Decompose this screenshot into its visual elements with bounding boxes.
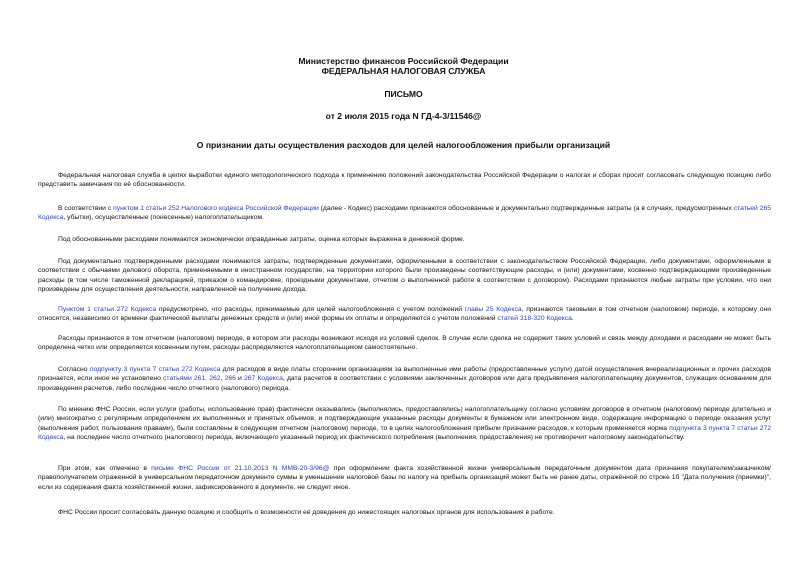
document-date-number: от 2 июля 2015 года N ГД-4-3/11546@ bbox=[325, 111, 482, 121]
text: и bbox=[235, 375, 245, 383]
link-article-267[interactable]: 267 Кодекса bbox=[244, 375, 283, 383]
paragraph-9 bbox=[38, 464, 771, 492]
link-chapter-25[interactable]: главы 25 Кодекса bbox=[464, 306, 522, 313]
link-article-272-p1[interactable]: Пунктом 1 статьи 272 Кодекса bbox=[58, 306, 157, 313]
link-article-252[interactable]: пунктом 1 статьи 252 Налогового кодекса Российской Федерации bbox=[113, 205, 319, 212]
text: Согласно bbox=[58, 366, 90, 373]
link-articles-261-262-266[interactable]: статьями 261, 262, 266 bbox=[163, 375, 236, 383]
link-fns-letter-2013[interactable]: письме ФНС России от 21.10.2013 N ММВ-20-3/96@ bbox=[151, 465, 330, 472]
paragraph-5 bbox=[38, 305, 771, 324]
text: При этом, как отмечено в bbox=[58, 465, 152, 472]
text: при оформлении факта хозяйственной жизни универсальным передаточным документом дата признания покупателем/заказчиком/правополучателем отраженной в универсальном передаточном документе суммы в уменьшение налоговой базы по налогу на прибыль организаций может быть не ранее даты, отражённой по строке 1б "Дата получения (приемки)", если из содержания факта хозяйственной жизни, зафиксированного в документе, не следует иное. bbox=[38, 465, 772, 491]
text: для расходов в виде платы сторонним организациям за выполненные ими работы (предоставленные услуги) датой осуществления внереализационных и прочих расходов признается, если иное не установлено bbox=[38, 366, 771, 383]
text: , на последнее число отчетного (налогового) периода, включающего указанный период их фактического потребления (выполнения, предоставления) не противоречит налоговому законодательству. bbox=[63, 433, 685, 441]
text: (далее - Кодекс) расходами признаются обоснованные и документально подтвержденные затраты (а в случаях, предусмотренных bbox=[318, 205, 734, 212]
paragraph-1 bbox=[38, 171, 771, 190]
text: Расходы признаются в том отчетном (налоговом) периоде, в котором эти расходы возникают исходя из условий сделок. В случае если сделка не содержит таких условий и связь между доходами и расходами не может быть определена четко или определяется косвенным путем, расходы распределяются налогоплательщиком самостоятельно. bbox=[38, 335, 771, 352]
paragraph-3 bbox=[38, 235, 771, 244]
text: ФНС России просит согласовать данную позицию и сообщить о возможности её доведения до нижестоящих налоговых органов для использования в работе. bbox=[58, 509, 555, 516]
text: Под обоснованными расходами понимаются экономически оправданные затраты, оценка которых выражена в денежной форме. bbox=[58, 236, 465, 243]
text: По мнению ФНС России, если услуги (работы, использование прав) фактически оказывались (выполнялись, предоставлялись) налогоплательщику согласно условиям договоров в отчетном (налоговом) периоде длительно и (или) многократно с регулярным определением их выполненных и принятых объемов, и подтверждающие указанные расходы документы в бумажном или электронном виде, содержащие информацию о периоде оказания услуг (выполнения работ, пользования правами), были составлены в следующем отчетном (налоговом) периоде, то в целях налогообложения прибыли признание расходов, к которым применяется норма bbox=[38, 406, 771, 432]
link-article-272-p7[interactable]: подпункту 3 пункта 7 статьи 272 Кодекса bbox=[89, 366, 221, 373]
paragraph-2 bbox=[38, 204, 771, 223]
text: . bbox=[571, 315, 574, 323]
service-name: ФЕДЕРАЛЬНАЯ НАЛОГОВАЯ СЛУЖБА bbox=[321, 66, 486, 76]
link-article-265[interactable]: статьей 265 Кодекса bbox=[38, 205, 771, 222]
text: В соответствии с bbox=[58, 205, 114, 212]
paragraph-10 bbox=[38, 508, 771, 517]
paragraph-6 bbox=[38, 334, 771, 353]
text: Федеральная налоговая служба в целях выработки единого методологического подхода к применению положений законодательства Российской Федерации о налогах и сборах просит согласовать следующую позицию либо представить замечания по её обоснованности. bbox=[38, 172, 771, 189]
text: Под документально подтвержденными расходами понимаются затраты, подтвержденные документами, оформленными в соответствии с законодательством Российской Федерации, либо документами, оформленными в соответствии с обычаями делового оборота, применяемыми в иностранном государстве, на территории которого были произведены соответствующие расходы, и (или) документами, косвенно подтверждающими произведенные расходы (в том числе таможенной декларацией, приказом о командировке, проездными документами, отчетом о выполненной работе в соответствии с договором). Расходами признаются любые затраты при условии, что они произведены для осуществления деятельности, направленной на получение дохода. bbox=[38, 258, 771, 293]
paragraph-4 bbox=[38, 257, 771, 294]
text: , убытки), осуществленные (понесенные) налогоплательщиком. bbox=[63, 214, 264, 222]
ministry-name: Министерство финансов Российской Федерации bbox=[298, 56, 509, 66]
text: , дата расчетов в соответствии с условиями заключенных договоров или дата предъявления налогоплательщику документов, служащих основанием для произведения расчетов, либо последнее число отчетного (налогового) периода. bbox=[38, 375, 771, 392]
paragraph-7 bbox=[38, 365, 771, 393]
text: предусмотрено, что расходы, принимаемые для целей налогообложения с учетом положений bbox=[156, 306, 465, 313]
document-type: ПИСЬМО bbox=[384, 89, 423, 99]
document-title: О признании даты осуществления расходов для целей налогообложения прибыли организаций bbox=[196, 140, 611, 150]
paragraph-8 bbox=[38, 405, 771, 442]
link-article-272-p7-2[interactable]: подпункта 3 пункта 7 статьи 272 Кодекса bbox=[38, 424, 771, 441]
link-articles-318-320[interactable]: статей 318-320 Кодекса bbox=[497, 315, 572, 323]
text: , признаются таковыми в том отчетном (налоговом) периоде, к которому они относятся, независимо от времени фактической выплаты денежных средств и (или) иной формы их оплаты и определяются с учетом положений bbox=[38, 306, 771, 323]
